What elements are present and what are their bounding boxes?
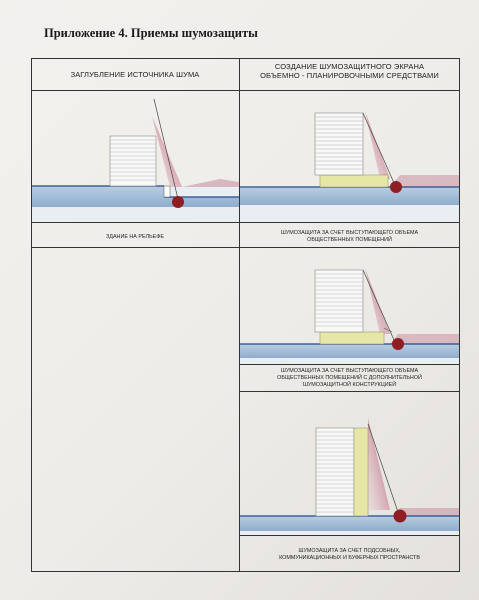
row2-figure-divider [240,364,460,365]
noise-shadow-zone [152,116,182,187]
row3-figure-divider [240,535,460,536]
table-border-right [459,58,460,572]
noise-source-icon [392,338,404,350]
ground-relief [240,516,459,531]
caption-volume-line1: ШУМОЗАЩИТА ЗА СЧЕТ ВЫСТУПАЮЩЕГО ОБЪЕМА [280,230,419,236]
building-icon [315,270,363,332]
table-border-bottom [31,571,460,572]
noise-protection-table [31,58,460,572]
figure-buffer-spaces [240,392,459,535]
figure-volume-with-structure [240,248,459,364]
header-screen-line1: СОЗДАНИЕ ШУМОЗАЩИТНОГО ЭКРАНА [274,62,425,71]
screen-volume [320,332,384,344]
building-icon [315,113,363,175]
document-title: Приложение 4. Приемы шумозащиты [44,26,258,40]
noise-source-icon [390,181,402,193]
caption-volume-structure-line3: ШУМОЗАЩИТНОЙ КОНСТРУКЦИЕЙ [302,382,397,388]
ground-relief [240,344,459,358]
screen-volume [320,175,388,187]
caption-buffer-line1: ШУМОЗАЩИТА ЗА СЧЕТ ПОДСОБНЫХ, [298,548,401,554]
noise-shadow-zone [365,268,390,334]
noise-source-icon [172,196,184,208]
ground-relief [240,187,459,205]
header-lowering-source: ЗАГЛУБЛЕНИЕ ИСТОЧНИКА ШУМА [70,70,200,79]
caption-volume-structure-line1: ШУМОЗАЩИТА ЗА СЧЕТ ВЫСТУПАЮЩЕГО ОБЪЕМА [280,368,419,374]
sound-ray [363,113,394,183]
row1-figure-divider [31,222,460,223]
building-icon [316,428,354,516]
table-border-top [31,58,460,59]
header-screen-line2: ОБЪЕМНО - ПЛАНИРОВОЧНЫМИ СРЕДСТВАМИ [260,71,439,80]
figure-building-on-relief [32,91,239,222]
caption-buffer-line2: КОММУНИКАЦИОННЫХ И БУФЕРНЫХ ПРОСТРАНСТВ [279,555,420,561]
sound-ray [363,270,394,340]
noise-shadow-zone [368,418,390,510]
building-icon [110,136,156,186]
sound-ray [154,99,178,199]
caption-building-on-relief: ЗДАНИЕ НА РЕЛЬЕФЕ [106,234,164,240]
caption-volume-structure-line2: ОБЩЕСТВЕННЫХ ПОМЕЩЕНИЙ С ДОПОЛНИТЕЛЬНОЙ [277,375,422,381]
noise-source-icon [394,510,407,523]
figure-protruding-volume [240,91,459,222]
caption-volume-line2: ОБЩЕСТВЕННЫХ ПОМЕЩЕНИЙ [307,237,392,243]
buffer-space-volume [354,428,368,516]
